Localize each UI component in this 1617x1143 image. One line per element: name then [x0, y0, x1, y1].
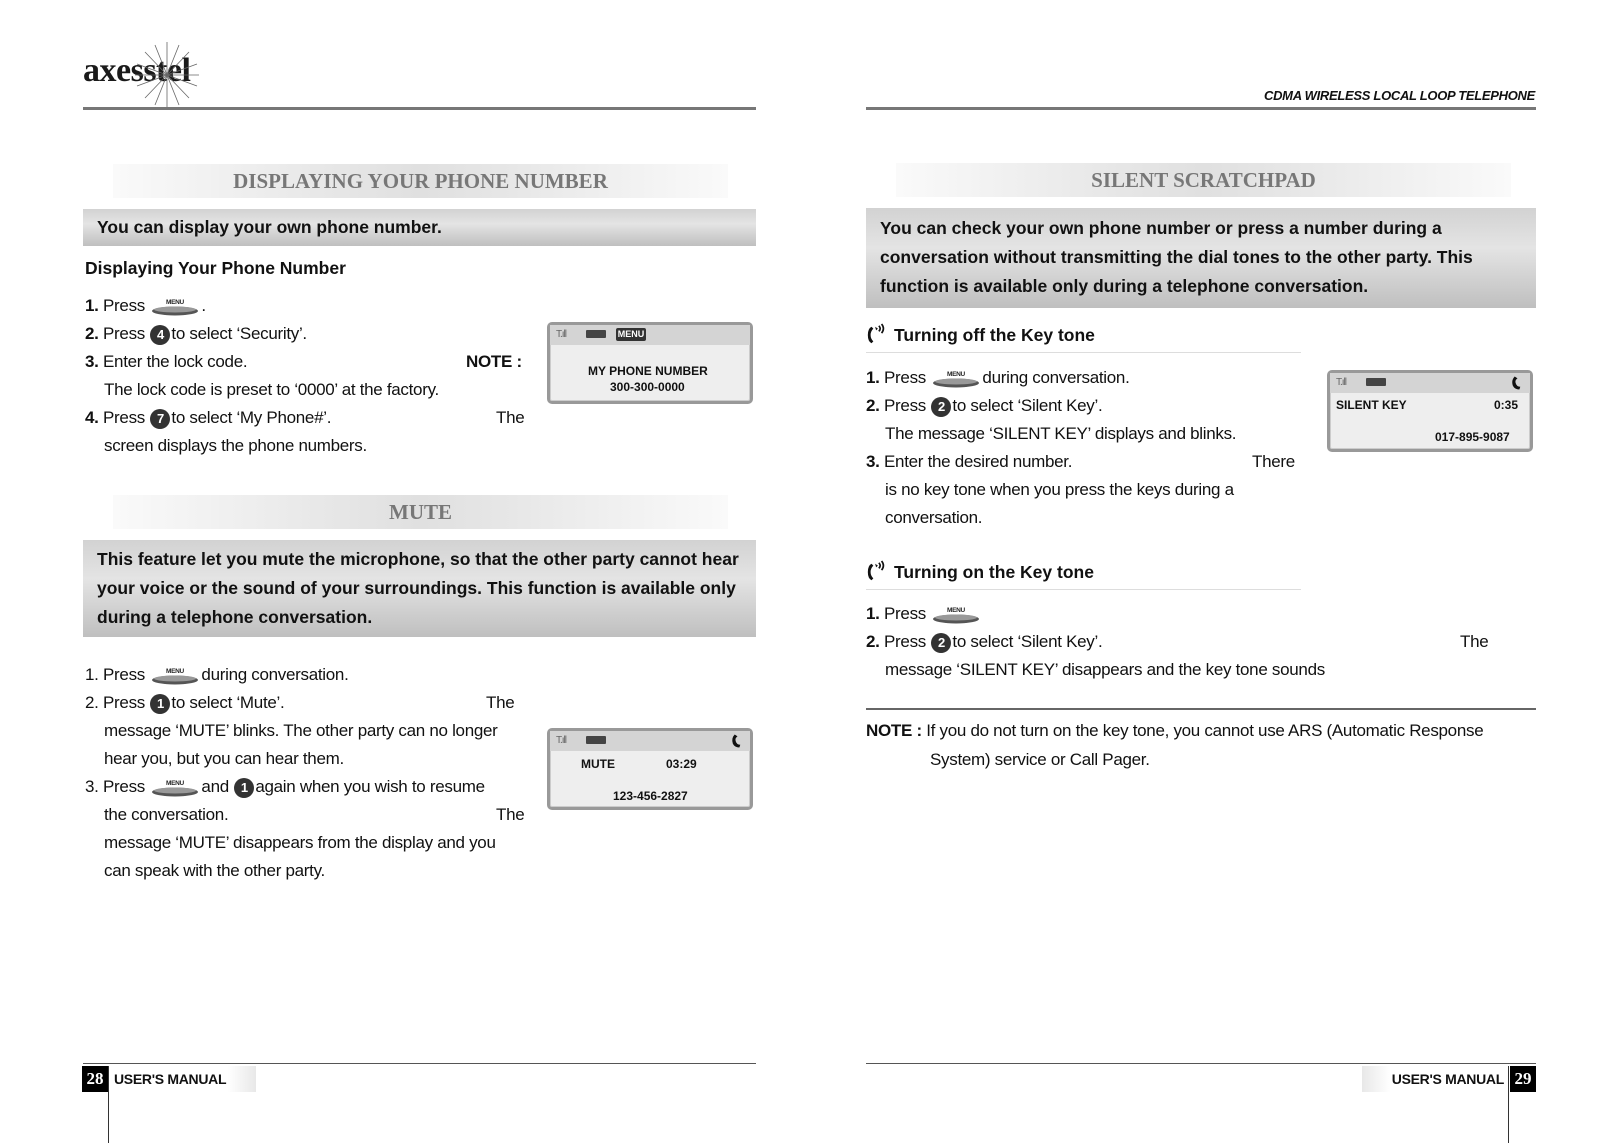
step-text: again when you wish to resume — [255, 777, 485, 796]
page-number-left: 28 — [82, 1066, 108, 1092]
footer-label-right: USER'S MANUAL — [1362, 1066, 1504, 1092]
menu-key-icon — [150, 666, 200, 686]
step-text: The — [496, 805, 525, 824]
step-text: Enter the desired number. — [884, 452, 1073, 471]
step-number: 2. — [85, 693, 99, 712]
step-text: Press — [884, 604, 926, 623]
phone-ring-icon — [866, 560, 888, 584]
step-text: during conversation. — [982, 368, 1130, 387]
lcd-label: MUTE — [581, 757, 615, 771]
step-3-line-2: is no key tone when you press the keys during a — [885, 480, 1234, 499]
step-text: to select ‘Security’. — [171, 324, 307, 343]
number-key-icon: 4 — [150, 325, 170, 345]
step-3 — [85, 348, 530, 376]
heading-underline — [866, 589, 1301, 590]
lcd-line-2: 300-300-0000 — [610, 380, 685, 394]
heading-turning-on-key-tone — [866, 560, 1094, 584]
step-2 — [866, 392, 1306, 420]
lcd-mute — [547, 728, 753, 810]
note-text: If you do not turn on the key tone, you cannot use ARS (Automatic Response — [926, 721, 1484, 740]
note-line-1 — [866, 716, 1536, 745]
note-label: NOTE : — [466, 352, 522, 371]
number-key-icon: 2 — [931, 397, 951, 417]
step-number: 3. — [866, 452, 880, 471]
step-text: Press — [103, 408, 145, 427]
lcd-time: 0:35 — [1494, 398, 1519, 412]
note-rule — [866, 708, 1536, 710]
lcd-number: 123-456-2827 — [613, 789, 688, 803]
step-text: Press — [884, 396, 926, 415]
heading-text: Turning on the Key tone — [894, 561, 1094, 582]
step-3-line-3: conversation. — [885, 508, 983, 527]
step-text: Press — [103, 777, 145, 796]
step-1 — [866, 364, 1306, 392]
intro-mute: This feature let you mute the microphone, so that the other party cannot hear your voice or the sound of your surroundings. This function is available only during a telephone conversation. — [83, 540, 756, 637]
step-text: Press — [103, 693, 145, 712]
step-text: and — [201, 777, 229, 796]
lcd-status-bar — [550, 731, 750, 751]
section-title-mute: MUTE — [113, 495, 728, 529]
step-3-line-2 — [85, 801, 530, 829]
logo-starburst-icon — [127, 40, 207, 110]
menu-key-icon — [931, 369, 981, 389]
number-key-icon: 1 — [234, 778, 254, 798]
battery-icon — [586, 330, 606, 338]
step-text: . — [201, 296, 206, 315]
step-number: 3. — [85, 352, 99, 371]
section-title-display-number: DISPLAYING YOUR PHONE NUMBER — [113, 164, 728, 198]
step-1 — [85, 292, 530, 320]
step-text: Press — [884, 632, 926, 651]
step-text: Press — [103, 296, 145, 315]
battery-icon — [586, 736, 606, 744]
brand-logo: axesstel — [83, 52, 191, 89]
step-text: to select ‘Mute’. — [171, 693, 285, 712]
step-2-line-2: message ‘MUTE’ blinks. The other party can no longer — [104, 721, 498, 740]
lcd-status-bar — [550, 325, 750, 345]
step-text: Press — [103, 665, 145, 684]
section-title-silent-scratchpad: SILENT SCRATCHPAD — [896, 163, 1511, 197]
menu-indicator: MENU — [617, 329, 645, 339]
number-key-icon: 1 — [150, 694, 170, 714]
footer-binding-line-left — [108, 1066, 109, 1143]
heading-turning-off-key-tone — [866, 323, 1095, 347]
step-2 — [85, 320, 530, 348]
footer-label-left: USER'S MANUAL — [114, 1066, 256, 1092]
handset-icon — [1511, 375, 1524, 391]
step-text: There — [1252, 452, 1295, 471]
signal-icon: T.ıll — [556, 329, 566, 340]
steps-display-number — [85, 292, 530, 460]
note-block — [866, 716, 1536, 774]
number-key-icon: 2 — [931, 633, 951, 653]
step-text: Press — [884, 368, 926, 387]
step-3-line-4: can speak with the other party. — [104, 861, 325, 880]
handset-icon — [731, 733, 744, 749]
step-number: 4. — [85, 408, 99, 427]
lcd-my-phone-number — [547, 322, 753, 404]
step-text: The — [496, 408, 525, 427]
intro-display-number: You can display your own phone number. — [83, 209, 756, 246]
battery-icon — [1366, 378, 1386, 386]
heading-text: Turning off the Key tone — [894, 324, 1095, 345]
page-number-right: 29 — [1510, 1066, 1536, 1092]
step-number: 2. — [85, 324, 99, 343]
lcd-status-bar — [1330, 373, 1530, 393]
lcd-line-1: MY PHONE NUMBER — [588, 364, 708, 378]
note-line-2: System) service or Call Pager. — [930, 750, 1150, 769]
step-text: the conversation. — [104, 805, 229, 824]
footer-rule-right — [866, 1063, 1536, 1064]
step-1 — [85, 661, 530, 689]
lcd-time: 03:29 — [666, 757, 697, 771]
step-text: to select ‘Silent Key’. — [952, 396, 1103, 415]
step-text: to select ‘My Phone#’. — [171, 408, 332, 427]
note-label: NOTE : — [866, 721, 922, 740]
step-4-line-2: screen displays the phone numbers. — [104, 436, 367, 455]
signal-icon: T.ıll — [556, 735, 566, 746]
step-number: 3. — [85, 777, 99, 796]
phone-ring-icon — [866, 323, 888, 347]
subheading-display-number: Displaying Your Phone Number — [85, 258, 346, 278]
step-2 — [85, 689, 530, 717]
step-number: 2. — [866, 396, 880, 415]
header-rule-left — [83, 107, 756, 110]
product-title: CDMA WIRELESS LOCAL LOOP TELEPHONE — [1264, 88, 1535, 103]
step-3 — [866, 448, 1306, 476]
step-text: to select ‘Silent Key’. — [952, 632, 1103, 651]
intro-silent-scratchpad: You can check your own phone number or press a number during a conversation without transmitting the dial tones to the other party. This function is available only during a telephone conversation. — [866, 208, 1536, 308]
step-text: Enter the lock code. — [103, 352, 248, 371]
lcd-number: 017-895-9087 — [1435, 430, 1510, 444]
header-rule-right — [866, 107, 1536, 110]
step-number: 2. — [866, 632, 880, 651]
steps-key-tone-off — [866, 364, 1306, 532]
lcd-label: SILENT KEY — [1336, 398, 1407, 412]
steps-key-tone-on — [866, 600, 1506, 684]
step-number: 1. — [85, 665, 99, 684]
step-3-line-2: The lock code is preset to ‘0000’ at the factory. — [104, 380, 439, 399]
signal-icon: T.ıll — [1336, 377, 1346, 388]
step-number: 1. — [866, 368, 880, 387]
footer-rule-left — [83, 1063, 756, 1064]
lcd-silent-key — [1327, 370, 1533, 452]
step-number: 1. — [866, 604, 880, 623]
step-text: The — [486, 693, 515, 712]
step-text: The — [1460, 632, 1489, 651]
footer-binding-line-right — [1508, 1066, 1509, 1143]
step-text: Press — [103, 324, 145, 343]
step-3-line-3: message ‘MUTE’ disappears from the display and you — [104, 833, 496, 852]
step-2 — [866, 628, 1506, 656]
step-2-line-2: message ‘SILENT KEY’ disappears and the key tone sounds — [885, 660, 1325, 679]
step-2-line-2: The message ‘SILENT KEY’ displays and blinks. — [885, 424, 1237, 443]
step-number: 1. — [85, 296, 99, 315]
menu-key-icon — [150, 778, 200, 798]
step-text: during conversation. — [201, 665, 349, 684]
step-1 — [866, 600, 1506, 628]
steps-mute — [85, 661, 530, 885]
heading-underline — [866, 352, 1301, 353]
menu-key-icon — [150, 297, 200, 317]
step-2-line-3: hear you, but you can hear them. — [104, 749, 344, 768]
number-key-icon: 7 — [150, 409, 170, 429]
step-4 — [85, 404, 530, 432]
step-3 — [85, 773, 530, 801]
menu-key-icon — [931, 605, 981, 625]
